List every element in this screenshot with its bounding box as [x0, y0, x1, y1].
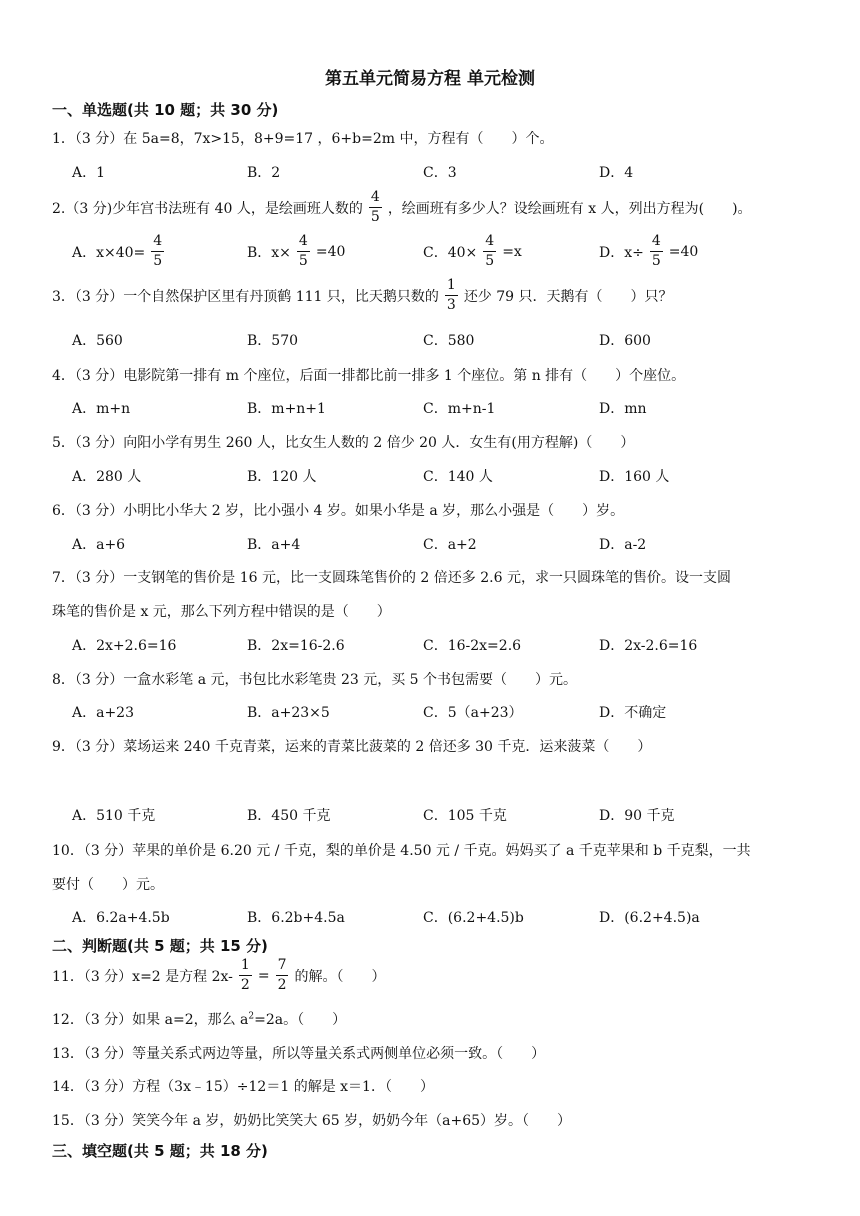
question-10-option-b[interactable]: B．6.2b+4.5a	[247, 910, 345, 926]
question-1-stem: 1．（3 分）在 5a=8，7x>15，8+9=17 ，6+b=2m 中，方程有（ ）个。	[52, 131, 554, 147]
question-6-option-a[interactable]: A．a+6	[72, 537, 126, 553]
question-9-option-d[interactable]: D．90 千克	[599, 808, 675, 824]
question-1-option-a[interactable]: A．1	[72, 165, 106, 181]
question-10-stem-line-1: 10．（3 分）苹果的单价是 6.20 元 / 千克，梨的单价是 4.50 元 / 千克。妈妈买了 a 千克苹果和 b 千克梨，一共	[52, 843, 751, 859]
question-6-option-c[interactable]: C．a+2	[423, 537, 477, 553]
question-7-option-c[interactable]: C．16-2x=2.6	[423, 638, 522, 654]
question-2-option-c[interactable]: C．40× $\frac{4}{5}$ =x	[423, 233, 522, 270]
question-7-option-d[interactable]: D．2x-2.6=16	[599, 638, 698, 654]
fraction-one-third: $\frac{1}{3}$	[446, 277, 456, 314]
question-8-option-d[interactable]: D．不确定	[599, 705, 667, 721]
question-5-stem: 5．（3 分）向阳小学有男生 260 人，比女生人数的 2 倍少 20 人．女生有(用方程解)（ ）	[52, 435, 635, 451]
question-3-stem: 3．（3 分）一个自然保护区里有丹顶鹤 111 只，比天鹅只数的 $\frac{1}{3}$ 还少 79 只．天鹅有（ ）只？	[52, 277, 673, 314]
question-9-stem: 9．（3 分）菜场运来 240 千克青菜，运来的青菜比菠菜的 2 倍还多 30 千克．运来菠菜（ ）	[52, 739, 652, 755]
question-2-option-b[interactable]: B．x× $\frac{4}{5}$ =40	[247, 233, 346, 270]
question-10-stem-line-2: 要付（ ）元。	[52, 877, 164, 893]
question-7-stem-line-1: 7．（3 分）一支钢笔的售价是 16 元，比一支圆珠笔售价的 2 倍还多 2.6 元，求一只圆珠笔的售价。设一支圆	[52, 570, 731, 586]
question-5-option-b[interactable]: B．120 人	[247, 469, 317, 485]
question-13-stem: 13．（3 分）等量关系式两边等量，所以等量关系式两侧单位必须一致。（ ）	[52, 1046, 546, 1062]
question-8-stem: 8．（3 分）一盒水彩笔 a 元，书包比水彩笔贵 23 元，买 5 个书包需要（ ）元。	[52, 672, 578, 688]
question-15-stem: 15．（3 分）笑笑今年 a 岁，奶奶比笑笑大 65 岁，奶奶今年（a+65）岁。（ ）	[52, 1113, 572, 1129]
question-9-option-b[interactable]: B．450 千克	[247, 808, 331, 824]
question-9-option-a[interactable]: A．510 千克	[72, 808, 156, 824]
fraction-four-fifths: $\frac{4}{5}$	[651, 233, 661, 270]
fraction-seven-halves: $\frac{7}{2}$	[277, 957, 287, 994]
question-9-option-c[interactable]: C．105 千克	[423, 808, 507, 824]
question-7-stem-line-2: 珠笔的售价是 x 元，那么下列方程中错误的是（ ）	[52, 604, 391, 620]
question-14-stem: 14．（3 分）方程（3x﹣15）÷12＝1 的解是 x＝1．（ ）	[52, 1079, 434, 1095]
question-3-option-b[interactable]: B．570	[247, 333, 299, 349]
question-3-option-c[interactable]: C．580	[423, 333, 475, 349]
question-10-option-d[interactable]: D．(6.2+4.5)a	[599, 910, 700, 926]
question-10-option-a[interactable]: A．6.2a+4.5b	[72, 910, 170, 926]
question-10-option-c[interactable]: C．(6.2+4.5)b	[423, 910, 524, 926]
fraction-four-fifths: $\frac{4}{5}$	[370, 189, 380, 226]
question-11-stem: 11．（3 分）x=2 是方程 2x- $\frac{1}{2}$ = $\frac{7}{2}$ 的解。（ ）	[52, 957, 386, 994]
question-8-option-c[interactable]: C．5（a+23）	[423, 705, 523, 721]
question-1-option-d[interactable]: D．4	[599, 165, 634, 181]
question-8-option-a[interactable]: A．a+23	[72, 705, 135, 721]
question-4-option-d[interactable]: D．mn	[599, 401, 647, 417]
section-heading-true-false: 二、判断题(共 5 题；共 15 分)	[52, 937, 268, 955]
question-2-stem: 2.（3 分)少年宫书法班有 40 人，是绘画班人数的 $\frac{4}{5}$ ，绘画班有多少人？设绘画班有 x 人，列出方程为( )。	[52, 189, 752, 226]
section-heading-fill-in: 三、填空题(共 5 题；共 18 分)	[52, 1142, 268, 1160]
fraction-one-half: $\frac{1}{2}$	[240, 957, 250, 994]
section-heading-single-choice: 一、单选题(共 10 题；共 30 分)	[52, 101, 279, 119]
question-7-option-b[interactable]: B．2x=16-2.6	[247, 638, 345, 654]
question-3-option-a[interactable]: A．560	[72, 333, 123, 349]
question-4-option-b[interactable]: B．m+n+1	[247, 401, 326, 417]
question-6-option-b[interactable]: B．a+4	[247, 537, 301, 553]
question-4-option-a[interactable]: A．m+n	[72, 401, 131, 417]
fraction-four-fifths: $\frac{4}{5}$	[298, 233, 308, 270]
fraction-four-fifths: $\frac{4}{5}$	[153, 233, 163, 270]
question-2-option-a[interactable]: A．x×40= $\frac{4}{5}$	[72, 233, 163, 270]
question-6-option-d[interactable]: D．a-2	[599, 537, 647, 553]
question-3-option-d[interactable]: D．600	[599, 333, 651, 349]
question-12-stem: 12．（3 分）如果 a=2，那么 $a^2=2a$。（ ）	[52, 1011, 347, 1028]
question-6-stem: 6．（3 分）小明比小华大 2 岁，比小强小 4 岁。如果小华是 a 岁，那么小强是（ ）岁。	[52, 503, 625, 519]
question-5-option-a[interactable]: A．280 人	[72, 469, 142, 485]
page-title: 第五单元简易方程 单元检测	[325, 69, 535, 89]
question-4-option-c[interactable]: C．m+n-1	[423, 401, 496, 417]
question-5-option-d[interactable]: D．160 人	[599, 469, 670, 485]
question-1-option-b[interactable]: B．2	[247, 165, 281, 181]
question-7-option-a[interactable]: A．2x+2.6=16	[72, 638, 177, 654]
question-5-option-c[interactable]: C．140 人	[423, 469, 493, 485]
question-2-option-d[interactable]: D．x÷ $\frac{4}{5}$ =40	[599, 233, 699, 270]
fraction-four-fifths: $\frac{4}{5}$	[485, 233, 495, 270]
question-1-option-c[interactable]: C．3	[423, 165, 457, 181]
question-4-stem: 4．（3 分）电影院第一排有 m 个座位，后面一排都比前一排多 1 个座位。第 n 排有（ ）个座位。	[52, 368, 686, 384]
question-8-option-b[interactable]: B．a+23×5	[247, 705, 330, 721]
